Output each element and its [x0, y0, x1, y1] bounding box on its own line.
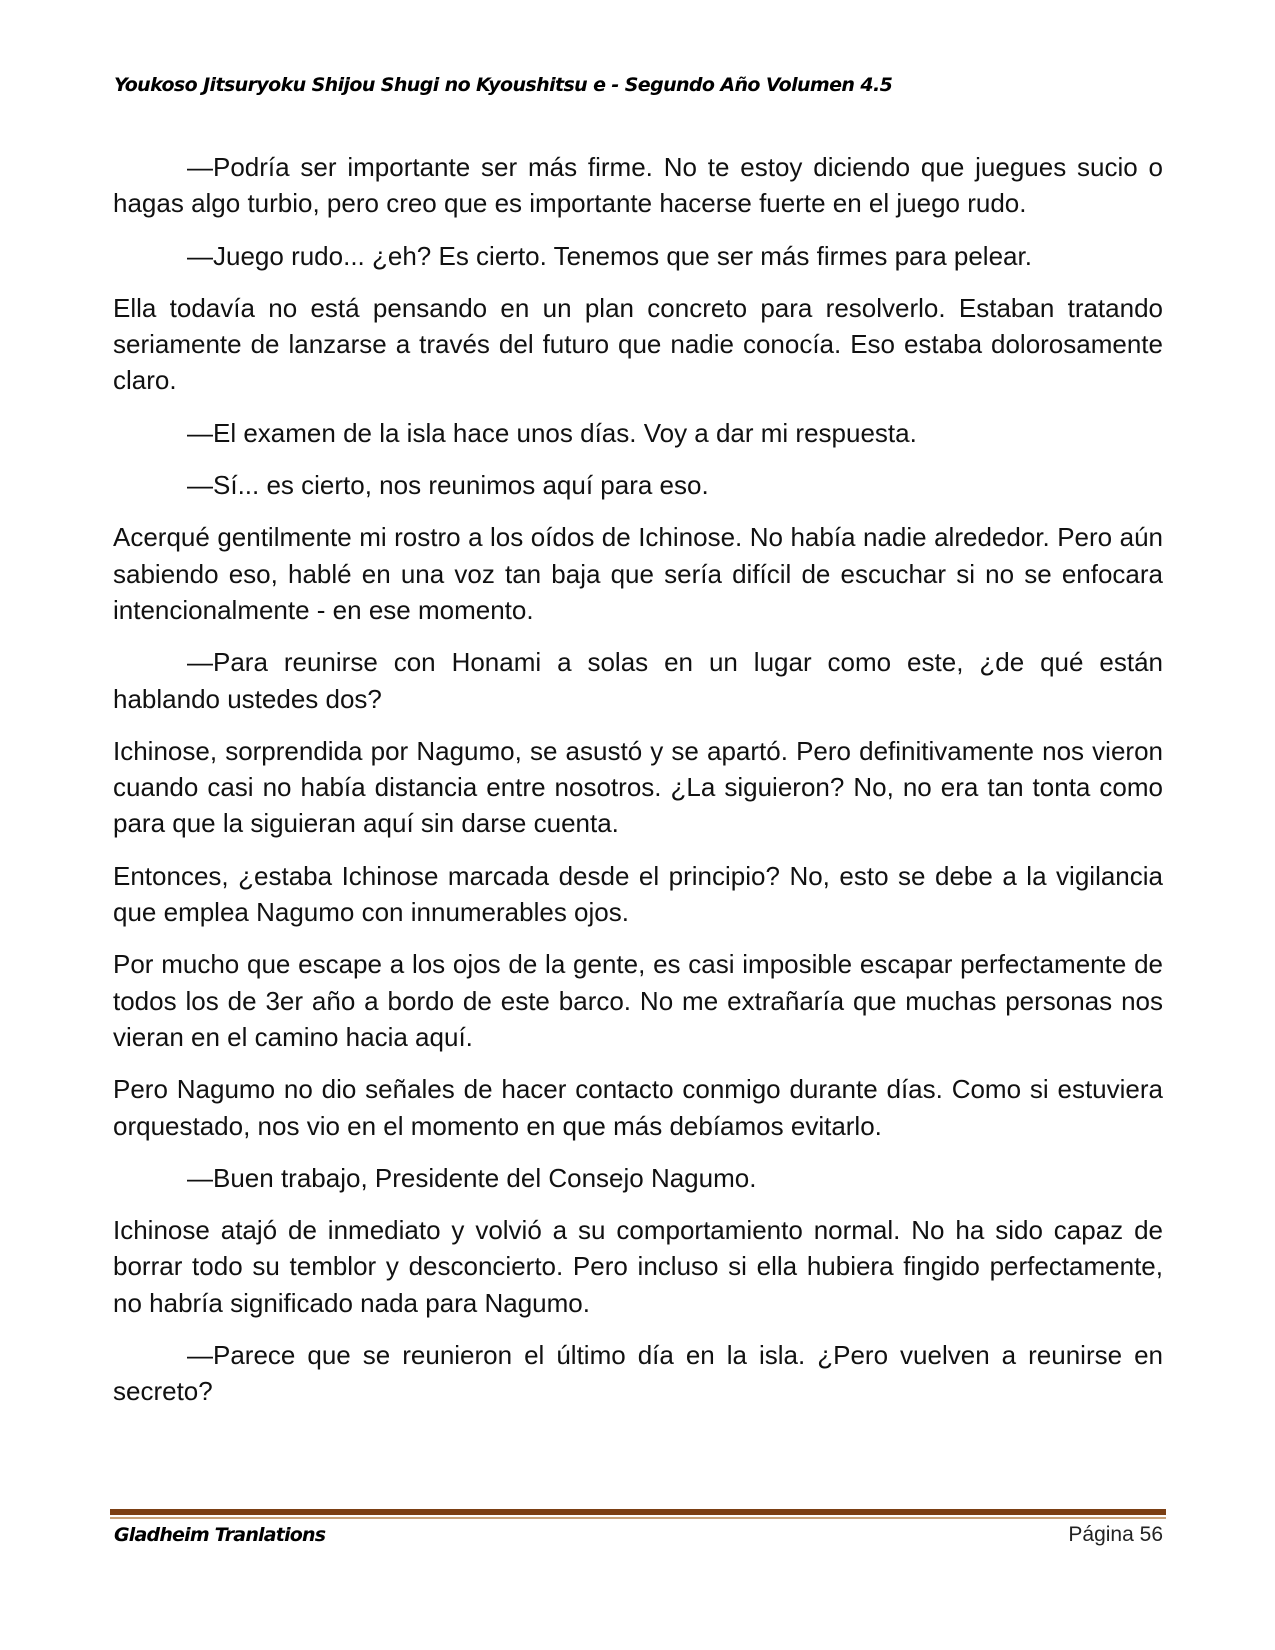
footer-rule-thin [110, 1517, 1166, 1519]
page-number-value: 56 [1139, 1523, 1163, 1546]
paragraph: —Para reunirse con Honami a solas en un lugar como este, ¿de qué están hablando ustedes dos? [113, 647, 1163, 714]
page-label: Página [1068, 1523, 1134, 1546]
paragraph: Ella todavía no está pensando en un plan concreto para resolverlo. Estaban tratando seriamente de lanzarse a través del futuro que nadie conocía. Eso estaba dolorosamente claro. [113, 292, 1163, 396]
paragraph: Ichinose atajó de inmediato y volvió a su comportamiento normal. No ha sido capaz de borrar todo su temblor y desconcierto. Pero incluso si ella hubiera fingido perfectamente, no habría significado nada para Nagumo. [113, 1215, 1163, 1318]
paragraph: Ichinose, sorprendida por Nagumo, se asustó y se apartó. Pero definitivamente nos vieron cuando casi no había distancia entre nosotros. ¿La siguieron? No, no era tan tonta como para que la siguieran aquí sin darse cuenta. [113, 735, 1163, 839]
footer-credit: Gladheim Tranlations [114, 1524, 326, 1546]
paragraph: —Parece que se reunieron el último día en la isla. ¿Pero vuelven a reunirse en secreto? [113, 1340, 1163, 1407]
paragraph: —Juego rudo... ¿eh? Es cierto. Tenemos que ser más firmes para pelear. [187, 240, 1032, 271]
footer-rule [110, 1509, 1166, 1515]
page-body [113, 149, 1163, 1426]
paragraph: —Sí... es cierto, nos reunimos aquí para eso. [187, 470, 709, 501]
paragraph: —Podría ser importante ser más firme. No te estoy diciendo que juegues sucio o hagas algo turbio, pero creo que es importante hacerse fuerte en el juego rudo. [113, 152, 1163, 219]
running-header: Youkoso Jitsuryoku Shijou Shugi no Kyoushitsu e - Segundo Año Volumen 4.5 [114, 74, 893, 96]
paragraph: —Buen trabajo, Presidente del Consejo Nagumo. [187, 1162, 757, 1193]
paragraph: Acerqué gentilmente mi rostro a los oídos de Ichinose. No había nadie alrededor. Pero aún sabiendo eso, hablé en una voz tan baja que sería difícil de escuchar si no se enfocara intencionalmente - en ese momento. [113, 522, 1163, 625]
paragraph: Pero Nagumo no dio señales de hacer contacto conmigo durante días. Como si estuviera orquestado, nos vio en el momento en que más debíamos evitarlo. [113, 1074, 1163, 1141]
page-number [1068, 1523, 1163, 1547]
paragraph: —El examen de la isla hace unos días. Voy a dar mi respuesta. [187, 417, 917, 448]
paragraph: Entonces, ¿estaba Ichinose marcada desde el principio? No, esto se debe a la vigilancia que emplea Nagumo con innumerables ojos. [113, 860, 1163, 928]
paragraph: Por mucho que escape a los ojos de la gente, es casi imposible escapar perfectamente de todos los de 3er año a bordo de este barco. No me extrañaría que muchas personas nos vieran en el camino hacia aquí. [113, 949, 1163, 1052]
